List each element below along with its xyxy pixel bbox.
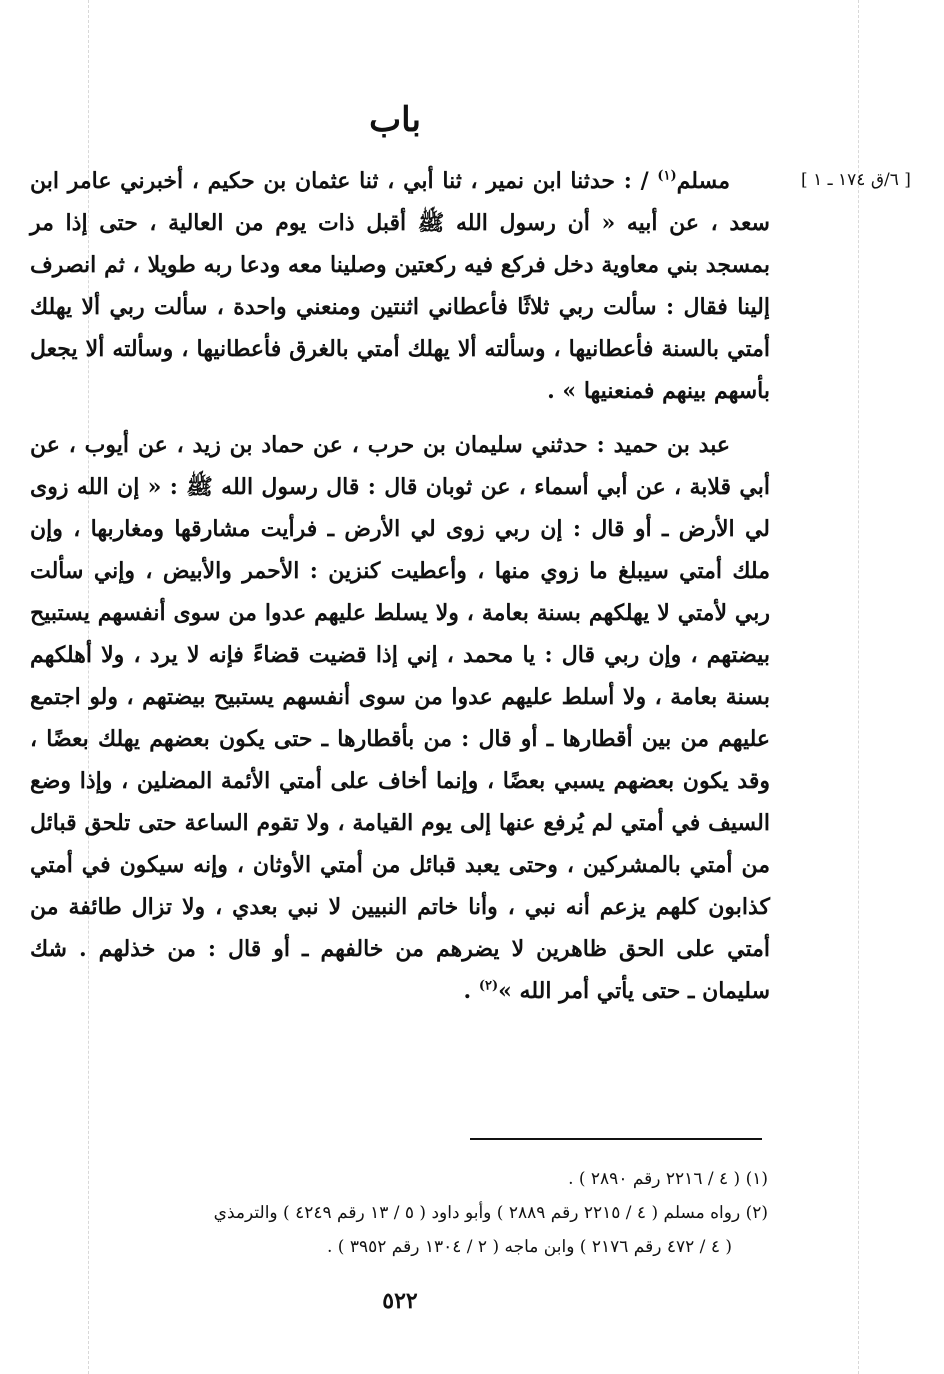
footnote-1: (١) ( ٤ / ٢٢١٦ رقم ٢٨٩٠ ) . bbox=[568, 1169, 768, 1189]
footnote-2-continued: ( ٤ / ٤٧٢ رقم ٢١٧٦ ) وابن ماجه ( ٢ / ١٣٠٤ رقم ٣٩٥٢ ) . bbox=[326, 1237, 732, 1257]
narrator-intro: مسلم bbox=[676, 168, 730, 194]
footnote-marker-2: (٢) bbox=[478, 978, 499, 994]
hadith-text-1: / : حدثنا ابن نمير ، ثنا أبي ، ثنا عثمان بن حكيم ، أخبرني عامر ابن سعد ، عن أبيه « أن رسول الله ﷺ أقبل ذات يوم من العالية ، حتى إذا مر بمسجد بني معاوية دخل فركع فيه ركعتين وصلينا معه ودعا ربه طويلا ، ثم انصرف إلينا فقال : سألت ربي ثلاثًا فأعطاني اثنتين ومنعني واحدة ، سألت ربي ألا يهلك أمتي بالسنة فأعطانيها ، وسألته ألا يهلك أمتي بالغرق فأعطانيها ، وسألته ألا يجعل بأسهم بينهم فمنعنيها » . bbox=[30, 168, 770, 404]
scan-guide-line-right bbox=[858, 0, 859, 1374]
manuscript-folio-reference: [ ٦/ق ١٧٤ ـ ١ ] bbox=[801, 170, 911, 190]
footnote-marker-1: (١) bbox=[657, 168, 677, 184]
footnote-separator bbox=[470, 1138, 762, 1140]
hadith-text-2-end: . bbox=[463, 978, 479, 1004]
main-text bbox=[30, 160, 770, 1024]
footnote-2: (٢) رواه مسلم ( ٤ / ٢٢١٥ رقم ٢٨٨٩ ) وأبو داود ( ٥ / ١٣ رقم ٤٢٤٩ ) والترمذي bbox=[213, 1203, 768, 1223]
hadith-paragraph-2 bbox=[30, 424, 770, 1012]
footnotes bbox=[190, 1162, 768, 1264]
hadith-paragraph-1 bbox=[30, 160, 770, 412]
hadith-text-2: عبد بن حميد : حدثني سليمان بن حرب ، عن حماد بن زيد ، عن أيوب ، عن أبي قلابة ، عن أبي أسماء ، عن ثوبان قال : قال رسول الله ﷺ : « إن الله زوى لي الأرض ـ أو قال : إن ربي زوى لي الأرض ـ فرأيت مشارقها ومغاربها ، وإن ملك أمتي سيبلغ ما زوي منها ، وأعطيت كنزين : الأحمر والأبيض ، وإني سألت ربي لأمتي لا يهلكهم بسنة بعامة ، ولا يسلط عليهم عدوا من سوى أنفسهم يستبيح بيضتهم ، وإن ربي قال : يا محمد ، إني إذا قضيت قضاءً فإنه لا يرد ، ولا أهلكهم بسنة بعامة ، ولا أسلط عليهم عدوا من سوى أنفسهم يستبيح بيضتهم ، ولو اجتمع عليهم من بين أقطارها ـ أو قال : من بأقطارها ـ حتى يكون بعضهم يهلك بعضًا ، وقد يكون بعضهم يسبي بعضًا ، وإنما أخاف على أمتي الأئمة المضلين ، وإذا وضع السيف في أمتي لم يُرفع عنها إلى يوم القيامة ، ولا تقوم الساعة حتى تلحق قبائل من أمتي بالمشركين ، وحتى يعبد قبائل من أمتي الأوثان ، وإنه سيكون في أمتي كذابون كلهم يزعم أنه نبي ، وأنا خاتم النبيين لا نبي بعدي ، ولا تزال طائفة من أمتي على الحق ظاهرين لا يضرهم من خالفهم ـ أو قال : من خذلهم . شك سليمان ـ حتى يأتي أمر الله » bbox=[30, 432, 770, 1004]
chapter-title: باب bbox=[369, 100, 421, 140]
page-number: ٥٢٢ bbox=[382, 1288, 418, 1314]
